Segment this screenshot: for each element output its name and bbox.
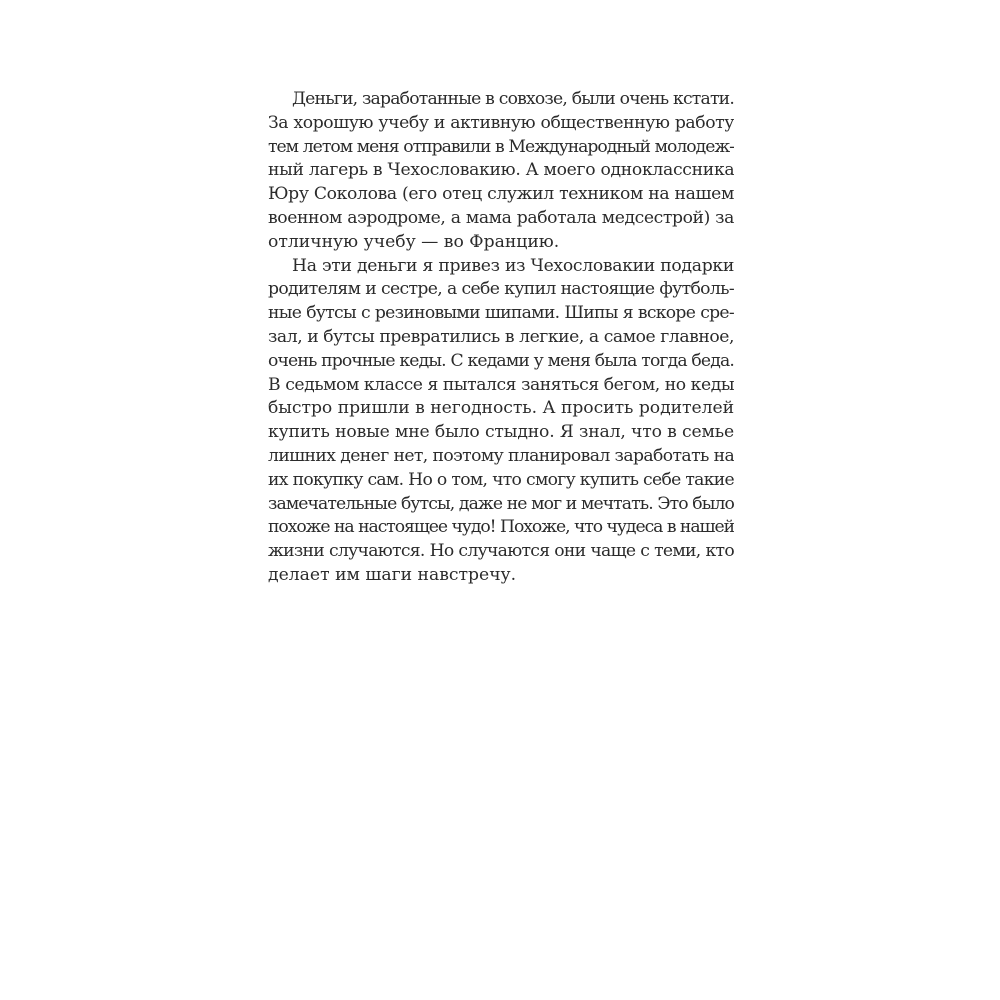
text-line: жизни случаются. Но случаются они чаще с теми, кто — [268, 541, 734, 562]
text-line: В седьмом классе я пытался заняться бегом, но кеды — [268, 374, 734, 395]
text-line: лишних денег нет, поэтому планировал заработать на — [268, 445, 734, 466]
text-line: Деньги, заработанные в совхозе, были очень кстати. — [292, 89, 734, 109]
text-line: родителям и сестре, а себе купил настоящие футболь- — [268, 279, 734, 300]
text-line: делает им шаги навстречу. — [268, 564, 517, 585]
text-line: На эти деньги я привез из Чехословакии подарки — [292, 255, 734, 276]
body-text — [268, 88, 734, 588]
paragraph-2 — [268, 255, 734, 588]
text-line: зал, и бутсы превратились в легкие, а самое главное, — [268, 326, 734, 347]
text-line: быстро пришли в негодность. А просить родителей — [268, 398, 734, 419]
text-line: За хорошую учебу и активную общественную работу — [268, 112, 734, 133]
text-line: купить новые мне было стыдно. Я знал, что в семье — [268, 422, 734, 443]
text-line: Юру Соколова (его отец служил техником на нашем — [268, 184, 734, 205]
text-line: военном аэродроме, а мама работала медсестрой) за — [268, 207, 734, 228]
text-line: замечательные бутсы, даже не мог и мечтать. Это было — [268, 493, 734, 514]
text-line: похоже на настоящее чудо! Похоже, что чудеса в нашей — [268, 517, 734, 538]
text-line: тем летом меня отправили в Международный молодеж- — [268, 136, 734, 157]
text-line: отличную учебу — во Францию. — [268, 231, 560, 252]
text-line: ные бутсы с резиновыми шипами. Шипы я вскоре сре- — [268, 303, 734, 324]
text-line: их покупку сам. Но о том, что смогу купить себе такие — [268, 469, 734, 490]
text-line: очень прочные кеды. С кедами у меня была тогда беда. — [268, 350, 734, 371]
paragraph-1 — [268, 88, 734, 255]
text-line: ный лагерь в Чехословакию. А моего одноклассника — [268, 160, 734, 181]
